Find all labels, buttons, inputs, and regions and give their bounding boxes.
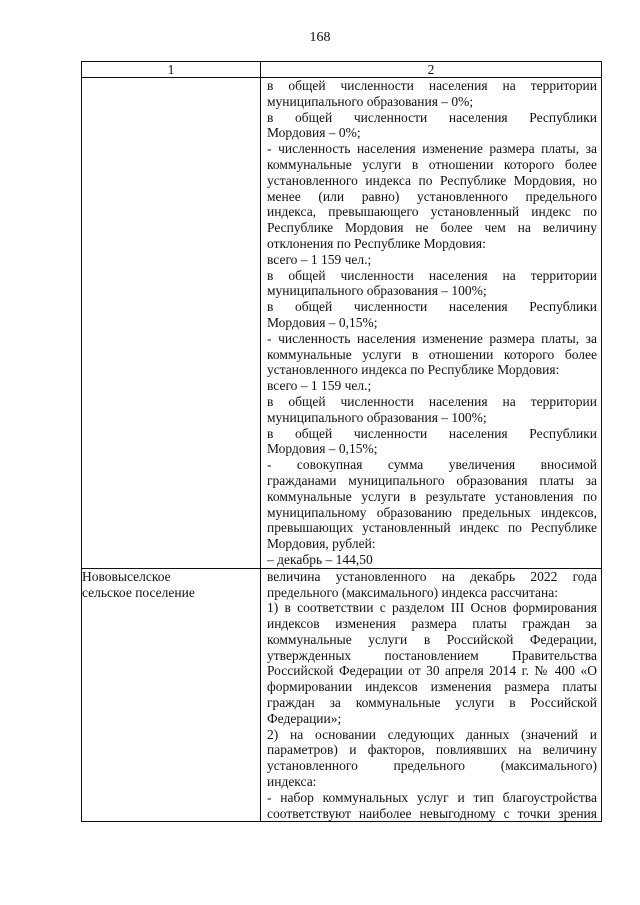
text-line: - совокупная сумма увеличения вносимой bbox=[267, 457, 597, 473]
text-line: индекса, превышающего установленный индекс по bbox=[267, 204, 597, 220]
text-line: всего – 1 159 чел.; bbox=[267, 378, 372, 394]
text-line: в общей численности населения Республики bbox=[267, 299, 597, 315]
text-line: коммунальные услуги в результате установления по bbox=[267, 488, 597, 504]
table-row bbox=[82, 78, 602, 569]
text-line: предельного (максимального) индекса рассчитана: bbox=[267, 584, 559, 600]
text-line: всего – 1 159 чел.; bbox=[267, 251, 372, 267]
text-line: индекса: bbox=[267, 774, 317, 790]
text-line: в общей численности населения на территории bbox=[267, 393, 597, 409]
text-line: коммунальные услуги в отношении которого более bbox=[267, 156, 597, 172]
text-line: Мордовия – 0%; bbox=[267, 125, 361, 141]
text-line: коммунальные услуги в Российской Федерации, bbox=[267, 631, 597, 647]
text-line: индексов изменения размера платы граждан за bbox=[267, 616, 597, 632]
row1-content-cell bbox=[261, 78, 602, 569]
text-line: муниципального образования – 0%; bbox=[267, 93, 474, 109]
text-line: превышающих установленный индекс по Республике bbox=[267, 520, 597, 536]
text-line: Нововыселское bbox=[82, 568, 171, 584]
text-line: Республике Мордовия не более чем на величину bbox=[267, 220, 597, 236]
text-line: муниципального образования – 100%; bbox=[267, 409, 487, 425]
text-line: в общей численности населения на территории bbox=[267, 267, 597, 283]
text-line: в общей численности населения на территории bbox=[267, 78, 597, 93]
text-line: в общей численности населения Республики bbox=[267, 425, 597, 441]
text-line: формировании индексов изменения размера платы bbox=[267, 679, 597, 695]
text-line: установленного индекса по Республике Мордовия, но bbox=[267, 172, 597, 188]
header-col-2: 2 bbox=[261, 62, 602, 78]
text-line: сельское поселение bbox=[82, 584, 195, 600]
text-line: утвержденных постановлением Правительства bbox=[267, 647, 597, 663]
text-line: гражданами муниципального образования платы за bbox=[267, 472, 597, 488]
text-line: муниципального образования – 100%; bbox=[267, 283, 487, 299]
text-line: менее (или равно) установленного предельного bbox=[267, 188, 597, 204]
text-line: - численность населения изменение размера платы, за bbox=[267, 330, 597, 346]
text-line: - численность населения изменение размера платы, за bbox=[267, 141, 597, 157]
data-table bbox=[81, 61, 602, 822]
text-line: Федерации»; bbox=[267, 710, 342, 726]
table-header-row bbox=[82, 62, 602, 78]
text-line: соответствуют наиболее невыгодному с точки зрения bbox=[267, 805, 597, 821]
row2-label-cell bbox=[82, 568, 261, 822]
text-line: установленного предельного (максимального) bbox=[267, 758, 597, 774]
text-line: муниципальному образованию предельных индексов, bbox=[267, 504, 597, 520]
row2-content-cell bbox=[261, 568, 602, 822]
text-line: коммунальные услуги в отношении которого более bbox=[267, 346, 597, 362]
text-line: Российской Федерации от 30 апреля 2014 г. № 400 «О bbox=[267, 663, 597, 679]
text-line: Мордовия – 0,15%; bbox=[267, 441, 378, 457]
text-line: граждан за коммунальные услуги в Российской bbox=[267, 695, 597, 711]
table-row bbox=[82, 568, 602, 822]
text-line: – декабрь – 144,50 bbox=[267, 551, 373, 567]
row1-label-cell bbox=[82, 78, 261, 569]
text-line: 2) на основании следующих данных (значений и bbox=[267, 726, 597, 742]
text-line: 1) в соответствии с разделом III Основ формирования bbox=[267, 600, 597, 616]
text-line: отклонения по Республике Мордовия: bbox=[267, 235, 486, 251]
text-line: Мордовия – 0,15%; bbox=[267, 314, 378, 330]
text-line: параметров) и факторов, повлиявших на величину bbox=[267, 742, 597, 758]
header-col-1: 1 bbox=[82, 62, 261, 78]
text-line: в общей численности населения Республики bbox=[267, 109, 597, 125]
page-number: 168 bbox=[309, 30, 331, 45]
text-line: Мордовия, рублей: bbox=[267, 536, 376, 552]
text-line: - набор коммунальных услуг и тип благоустройства bbox=[267, 789, 597, 805]
text-line: установленного индекса по Республике Мордовия: bbox=[267, 362, 560, 378]
text-line: величина установленного на декабрь 2022 года bbox=[267, 568, 597, 584]
